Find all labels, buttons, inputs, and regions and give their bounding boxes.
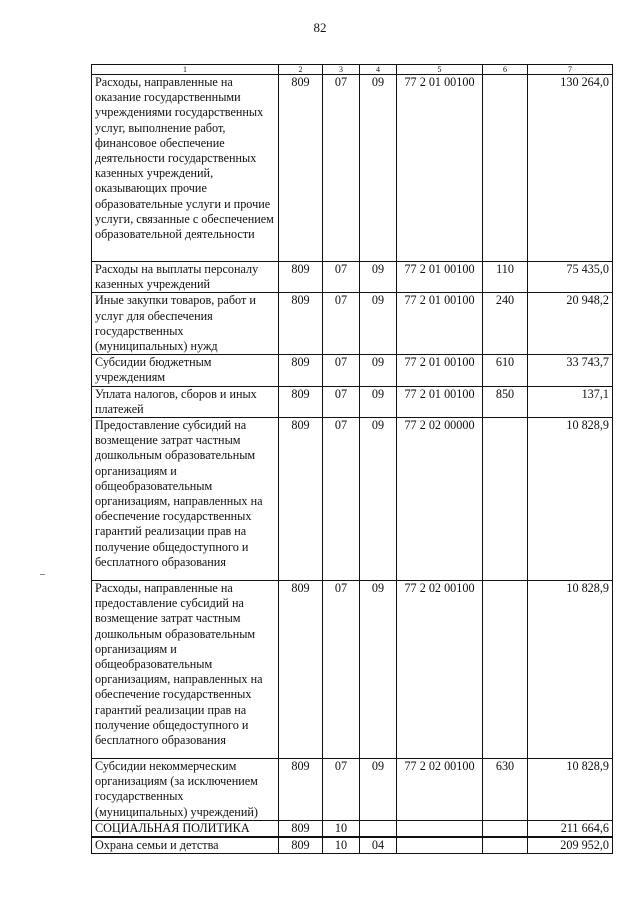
expense-name: Расходы, направленные на предоставление субсидий на возмещение затрат частным дошкольным образовательным организациям и общеобразовательным организациям, направленных на обеспечение государственных гарантий реализации прав на получение общедоступного и бесплатного образования <box>92 581 279 759</box>
section-code: 07 <box>323 293 360 355</box>
column-number: 3 <box>323 65 360 75</box>
target-article-code <box>397 837 483 854</box>
target-article-code: 77 2 01 00100 <box>397 262 483 293</box>
budget-table <box>91 64 613 854</box>
subsection-code: 09 <box>360 262 397 293</box>
section-code: 10 <box>323 820 360 837</box>
grbs-code: 809 <box>279 837 323 854</box>
section-code: 07 <box>323 262 360 293</box>
expense-name: Расходы на выплаты персоналу казенных учреждений <box>92 262 279 293</box>
subsection-code: 09 <box>360 759 397 821</box>
table-row <box>92 837 613 854</box>
expense-type-code: 850 <box>483 386 528 417</box>
grbs-code: 809 <box>279 262 323 293</box>
expense-name: Предоставление субсидий на возмещение затрат частным дошкольным образовательным организациям и общеобразовательным организациям, направленных на обеспечение государственных гарантий реализации прав на получение общедоступного и бесплатного образования <box>92 418 279 581</box>
page-number: 82 <box>313 20 327 35</box>
expense-name: Расходы, направленные на оказание государственными учреждениями государственных услуг, выполнение работ, финансовое обеспечение деятельности государственных казенных учреждений, оказывающих прочие образовательные услуги и прочие услуги, связанные с обеспечением образовательной деятельности <box>92 75 279 262</box>
amount: 209 952,0 <box>528 837 613 854</box>
expense-type-code <box>483 820 528 837</box>
expense-name: Субсидии некоммерческим организациям (за исключением государственных (муниципальных) учреждений) <box>92 759 279 821</box>
target-article-code: 77 2 02 00100 <box>397 581 483 759</box>
expense-type-code <box>483 837 528 854</box>
grbs-code: 809 <box>279 355 323 386</box>
section-code: 07 <box>323 75 360 262</box>
table-row <box>92 75 613 262</box>
grbs-code: 809 <box>279 293 323 355</box>
amount: 75 435,0 <box>528 262 613 293</box>
amount: 10 828,9 <box>528 418 613 581</box>
table-row <box>92 355 613 386</box>
subsection-code: 09 <box>360 293 397 355</box>
table-row <box>92 293 613 355</box>
column-number: 4 <box>360 65 397 75</box>
grbs-code: 809 <box>279 581 323 759</box>
expense-name: Иные закупки товаров, работ и услуг для обеспечения государственных (муниципальных) нужд <box>92 293 279 355</box>
target-article-code: 77 2 01 00100 <box>397 75 483 262</box>
expense-type-code <box>483 75 528 262</box>
expense-type-code: 610 <box>483 355 528 386</box>
column-number: 2 <box>279 65 323 75</box>
column-number: 1 <box>92 65 279 75</box>
target-article-code: 77 2 02 00100 <box>397 759 483 821</box>
grbs-code: 809 <box>279 418 323 581</box>
grbs-code: 809 <box>279 759 323 821</box>
expense-name: Уплата налогов, сборов и иных платежей <box>92 386 279 417</box>
table-row <box>92 418 613 581</box>
column-number-row <box>92 65 613 75</box>
expense-type-code: 630 <box>483 759 528 821</box>
table-row <box>92 581 613 759</box>
section-code: 10 <box>323 837 360 854</box>
section-code: 07 <box>323 355 360 386</box>
section-code: 07 <box>323 759 360 821</box>
subsection-code <box>360 820 397 837</box>
target-article-code: 77 2 01 00100 <box>397 386 483 417</box>
section-code: 07 <box>323 386 360 417</box>
scan-mark <box>40 574 45 575</box>
column-number: 5 <box>397 65 483 75</box>
subsection-code: 09 <box>360 355 397 386</box>
subsection-code: 09 <box>360 418 397 581</box>
amount: 211 664,6 <box>528 820 613 837</box>
expense-type-code <box>483 418 528 581</box>
target-article-code <box>397 820 483 837</box>
amount: 10 828,9 <box>528 759 613 821</box>
grbs-code: 809 <box>279 386 323 417</box>
amount: 33 743,7 <box>528 355 613 386</box>
expense-name: СОЦИАЛЬНАЯ ПОЛИТИКА <box>92 820 279 837</box>
subsection-code: 09 <box>360 75 397 262</box>
amount: 20 948,2 <box>528 293 613 355</box>
section-code: 07 <box>323 581 360 759</box>
table-row <box>92 386 613 417</box>
subsection-code: 04 <box>360 837 397 854</box>
expense-type-code: 240 <box>483 293 528 355</box>
expense-type-code: 110 <box>483 262 528 293</box>
subsection-code: 09 <box>360 581 397 759</box>
table-row <box>92 262 613 293</box>
section-code: 07 <box>323 418 360 581</box>
target-article-code: 77 2 01 00100 <box>397 355 483 386</box>
table-row <box>92 820 613 837</box>
column-number: 6 <box>483 65 528 75</box>
expense-name: Субсидии бюджетным учреждениям <box>92 355 279 386</box>
grbs-code: 809 <box>279 820 323 837</box>
target-article-code: 77 2 02 00000 <box>397 418 483 581</box>
column-number: 7 <box>528 65 613 75</box>
grbs-code: 809 <box>279 75 323 262</box>
table-row <box>92 759 613 821</box>
expense-name: Охрана семьи и детства <box>92 837 279 854</box>
subsection-code: 09 <box>360 386 397 417</box>
amount: 137,1 <box>528 386 613 417</box>
expense-type-code <box>483 581 528 759</box>
amount: 130 264,0 <box>528 75 613 262</box>
target-article-code: 77 2 01 00100 <box>397 293 483 355</box>
amount: 10 828,9 <box>528 581 613 759</box>
